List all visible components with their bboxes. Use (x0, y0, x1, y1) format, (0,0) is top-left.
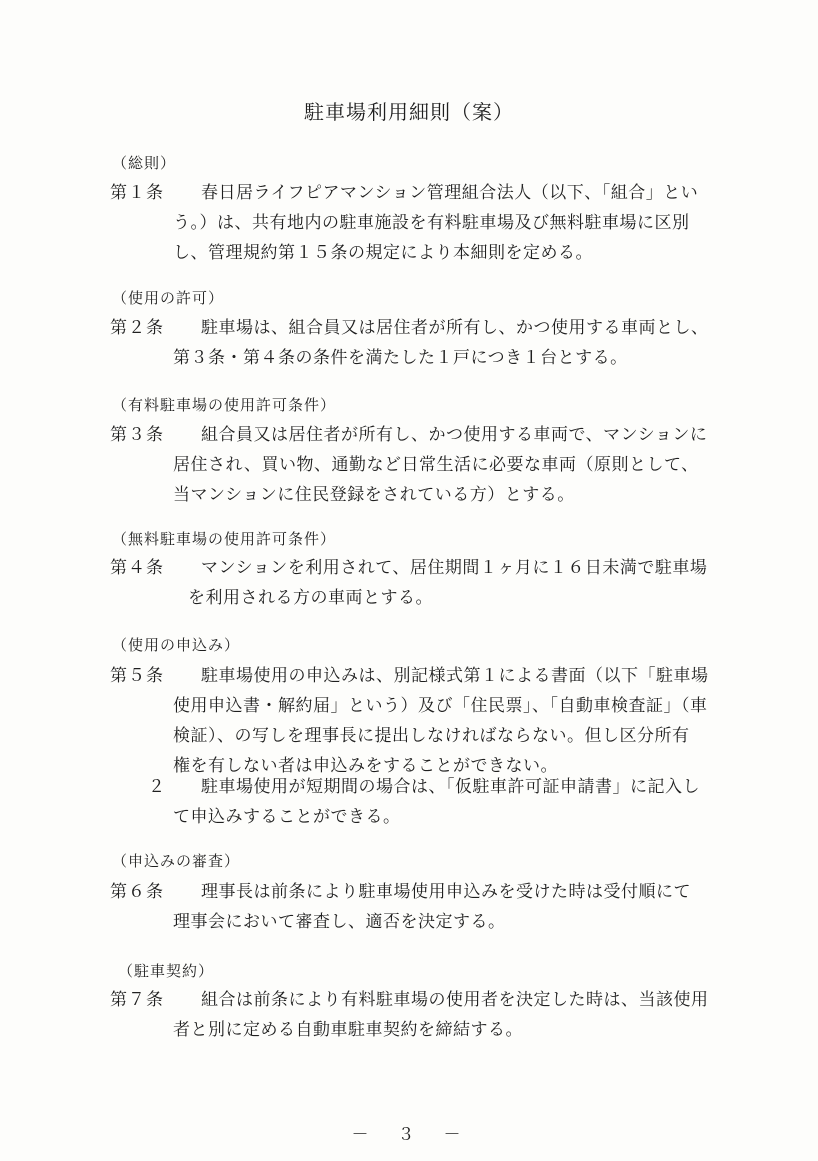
article-line: 組合は前条により有料駐車場の使用者を決定した時は、当該使用 (201, 990, 709, 1010)
article-line: し、管理規約第１５条の規定により本細則を定める。 (173, 243, 593, 263)
article-line: 権を有しない者は申込みをすることができない。 (173, 756, 558, 776)
article-line: 理事長は前条により駐車場使用申込みを受けた時は受付順にて (201, 882, 691, 902)
article-number: 第４条 (110, 558, 164, 578)
article-line: 春日居ライフピアマンション管理組合法人（以下、「組合」とい (201, 183, 699, 203)
article-line: マンションを利用されて、居住期間１ヶ月に１６日未満で駐車場 (201, 558, 708, 578)
article-line: 組合員又は居住者が所有し、かつ使用する車両で、マンションに (201, 425, 708, 445)
article-number: 第２条 (110, 318, 164, 338)
article-number: 第７条 (110, 990, 164, 1010)
article-line: 理事会において審査し、適否を決定する。 (173, 912, 506, 932)
article-line: う。）は、共有地内の駐車施設を有料駐車場及び無料駐車場に区別 (173, 213, 690, 233)
article-line: 駐車場は、組合員又は居住者が所有し、かつ使用する車両とし、 (201, 318, 709, 338)
article-line: 使用申込書・解約届」という）及び「住民票」、「自動車検査証」（車 (173, 696, 708, 716)
article-number: 第６条 (110, 882, 164, 902)
section-heading-4: （無料駐車場の使用許可条件） (112, 530, 337, 548)
paragraph-number: ２ (148, 777, 165, 797)
article-line: て申込みすることができる。 (173, 807, 401, 827)
article-line: 者と別に定める自動車駐車契約を締結する。 (173, 1020, 523, 1040)
article-line: 検証）、の写しを理事長に提出しなければならない。但し区分所有 (173, 726, 690, 746)
page-number: － ３ － (351, 1125, 467, 1145)
section-heading-7: （駐車契約） (118, 962, 215, 980)
article-line: 駐車場使用の申込みは、別記様式第１による書面（以下「駐車場 (201, 666, 709, 686)
article-line: 第３条・第４条の条件を満たした１戸につき１台とする。 (173, 348, 628, 368)
article-number: 第１条 (110, 183, 164, 203)
document-title: 駐車場利用細則（案） (304, 100, 514, 124)
article-number: 第５条 (110, 666, 164, 686)
section-heading-1: （総則） (112, 154, 177, 172)
article-number: 第３条 (110, 425, 164, 445)
section-heading-2: （使用の許可） (112, 289, 225, 307)
article-line: 駐車場使用が短期間の場合は、「仮駐車許可証申請書」に記入し (201, 777, 700, 797)
article-line: を利用される方の車両とする。 (188, 588, 433, 608)
section-heading-6: （申込みの審査） (112, 852, 241, 870)
article-line: 居住され、買い物、通勤など日常生活に必要な車両（原則として、 (173, 455, 699, 475)
section-heading-5: （使用の申込み） (112, 636, 241, 654)
article-line: 当マンションに住民登録をされている方）とする。 (173, 485, 575, 505)
section-heading-3: （有料駐車場の使用許可条件） (112, 396, 337, 414)
